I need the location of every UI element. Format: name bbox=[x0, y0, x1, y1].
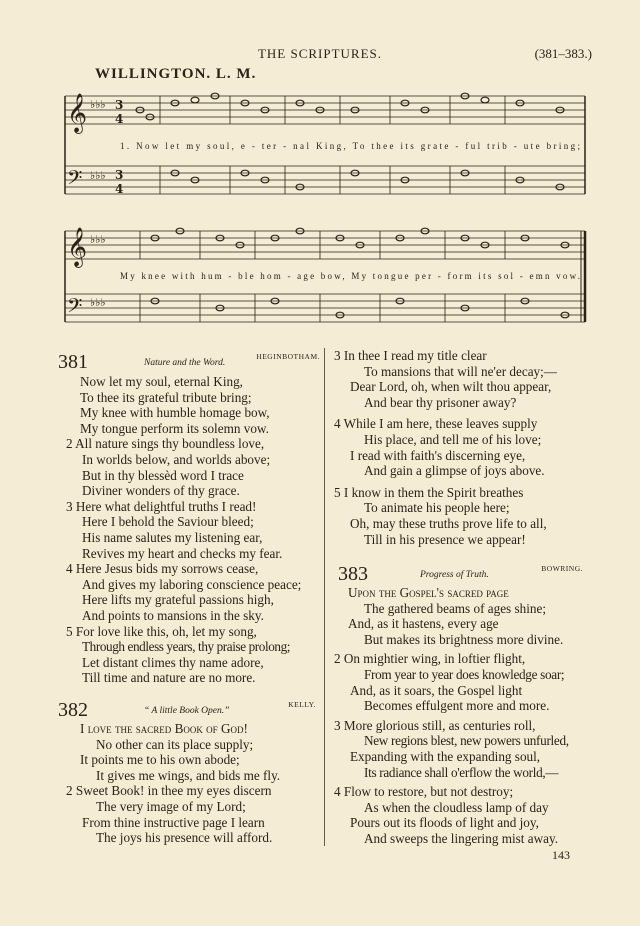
verse-line: 3 More glorious still, as centuries roll, bbox=[334, 717, 536, 733]
verse-line: But makes its brightness more divine. bbox=[364, 631, 564, 647]
svg-text:3: 3 bbox=[115, 98, 124, 112]
verse-line: Expanding with the expanding soul, bbox=[350, 748, 541, 764]
treble-clef-icon: 𝄞 bbox=[67, 227, 88, 267]
verse-line: My knee with humble homage bow, bbox=[80, 405, 270, 421]
verse-line: I read with faith's discerning eye, bbox=[350, 447, 526, 463]
verse-line: And, as it hastens, every age bbox=[348, 616, 499, 632]
verse-line: Till in his presence we appear! bbox=[364, 531, 526, 547]
svg-text:4: 4 bbox=[115, 182, 124, 196]
verse-line: Dear Lord, oh, when wilt thou appear, bbox=[350, 379, 552, 395]
hymn-subtitle: Nature and the Word. bbox=[144, 358, 226, 368]
hymn-subtitle: Progress of Truth. bbox=[420, 570, 489, 580]
staff-bass-2 bbox=[65, 294, 585, 322]
verse-line: And gain a glimpse of joys above. bbox=[364, 463, 545, 479]
hymn-382-heading bbox=[58, 700, 320, 721]
verse-line: 4 While I am here, these leaves supply bbox=[334, 416, 538, 432]
hymn-383-heading bbox=[338, 564, 583, 585]
bass-clef-icon: 𝄢 bbox=[67, 294, 83, 322]
verse-line: 3 Here what delightful truths I read! bbox=[66, 498, 257, 514]
verse-line: His name salutes my listening ear, bbox=[82, 529, 263, 545]
verse-line: 5 I know in them the Spirit breathes bbox=[334, 484, 524, 500]
verse-line: Diviner wonders of thy grace. bbox=[82, 483, 240, 499]
svg-text:♭♭♭: ♭♭♭ bbox=[90, 296, 106, 309]
running-header: THE SCRIPTURES. bbox=[257, 46, 383, 61]
verse-line: No other can its place supply; bbox=[96, 736, 254, 752]
verse-line: Revives my heart and checks my fear. bbox=[82, 545, 283, 561]
verse-line: Through endless years, thy praise prolong; bbox=[82, 639, 291, 655]
tune-name: WILLINGTON. L. M. bbox=[95, 66, 257, 82]
verse-line: Becomes effulgent more and more. bbox=[364, 698, 550, 714]
verse-line: Let distant climes thy name adore, bbox=[82, 654, 264, 670]
verse-line: Its radiance shall o'erflow the world,— bbox=[364, 764, 559, 780]
verse-line: As when the cloudless lamp of day bbox=[364, 799, 549, 815]
verse-line: 4 Here Jesus bids my sorrows cease, bbox=[66, 561, 259, 577]
verse-line: And bear thy prisoner away? bbox=[364, 394, 517, 410]
verse-line: The joys his presence will afford. bbox=[96, 830, 273, 846]
verse-line: Here I behold the Saviour bleed; bbox=[82, 514, 254, 530]
verse-line: And, as it soars, the Gospel light bbox=[350, 682, 523, 698]
verse-line: His place, and tell me of his love; bbox=[364, 431, 542, 447]
lyrics-line-2: My knee with hum - ble hom - age bow, My tongue per - form its sol - emn vow. bbox=[120, 271, 581, 281]
verse-line: 2 Sweet Book! in thee my eyes discern bbox=[66, 783, 272, 799]
verse-line: The gathered beams of ages shine; bbox=[364, 600, 546, 616]
svg-text:♭♭♭: ♭♭♭ bbox=[90, 98, 106, 111]
verse-line: I love the sacred Book of God! bbox=[80, 721, 248, 736]
hymn-381-text bbox=[58, 374, 326, 686]
verse-line: Till time and nature are no more. bbox=[82, 670, 256, 686]
verse-line: And gives my laboring conscience peace; bbox=[82, 576, 302, 592]
hymn-subtitle: “ A little Book Open.” bbox=[144, 706, 230, 716]
verse-line: 5 For love like this, oh, let my song, bbox=[66, 623, 257, 639]
staff-treble-2 bbox=[65, 231, 585, 259]
svg-text:♭♭♭: ♭♭♭ bbox=[90, 169, 106, 182]
svg-text:♭♭♭: ♭♭♭ bbox=[90, 233, 106, 246]
staff-treble-1 bbox=[65, 96, 585, 124]
verse-line: My tongue perform its solemn vow. bbox=[80, 420, 269, 436]
staff-bass-1 bbox=[65, 166, 585, 194]
hymn-383-text bbox=[326, 585, 626, 847]
verse-line: Here lifts my grateful passions high, bbox=[82, 592, 274, 608]
svg-text:3: 3 bbox=[115, 168, 124, 182]
hymn-author: KELLY. bbox=[288, 700, 316, 709]
verse-line: 2 All nature sings thy boundless love, bbox=[66, 436, 265, 452]
verse-line: Oh, may these truths prove life to all, bbox=[350, 515, 547, 531]
verse-line: It points me to his own abode; bbox=[80, 752, 240, 768]
verse-line: And points to mansions in the sky. bbox=[82, 607, 264, 623]
music-score bbox=[60, 86, 590, 336]
verse-line: Now let my soul, eternal King, bbox=[80, 374, 243, 389]
hymn-number: 381 bbox=[58, 351, 88, 373]
hymn-author: BOWRING. bbox=[541, 564, 583, 573]
verse-line: It gives me wings, and bids me fly. bbox=[96, 767, 281, 783]
verse-line: The very image of my Lord; bbox=[96, 798, 246, 814]
verse-line: And sweeps the lingering mist away. bbox=[364, 830, 558, 846]
verse-line: From thine instructive page I learn bbox=[82, 814, 265, 830]
verse-line: From year to year does knowledge soar; bbox=[364, 666, 565, 682]
verse-line: 3 In thee I read my title clear bbox=[334, 348, 487, 363]
bass-clef-icon: 𝄢 bbox=[67, 166, 83, 194]
hymn-382-text-b bbox=[326, 348, 626, 547]
verse-line: 2 On mightier wing, in loftier flight, bbox=[334, 651, 526, 667]
hymn-381-heading bbox=[58, 352, 320, 373]
verse-line: 4 Flow to restore, but not destroy; bbox=[334, 784, 514, 800]
verse-line: To mansions that will ne'er decay;— bbox=[364, 363, 557, 379]
page-number: 143 bbox=[552, 848, 570, 862]
treble-clef-icon: 𝄞 bbox=[67, 93, 88, 133]
svg-text:4: 4 bbox=[115, 112, 124, 126]
hymn-number: 382 bbox=[58, 699, 88, 721]
verse-line: But in thy blessèd word I trace bbox=[82, 467, 244, 483]
hymn-number: 383 bbox=[338, 563, 368, 585]
verse-line: To animate his people here; bbox=[364, 500, 510, 516]
verse-line: To thee its grateful tribute bring; bbox=[80, 389, 252, 405]
verse-line: Pours out its floods of light and joy, bbox=[350, 815, 539, 831]
verse-line: In worlds below, and worlds above; bbox=[82, 451, 271, 467]
hymn-author: HEGINBOTHAM. bbox=[256, 352, 320, 361]
hymn-382-text-a bbox=[58, 721, 326, 846]
hymn-range: (381–383.) bbox=[534, 46, 592, 61]
verse-line: Upon the Gospel's sacred page bbox=[348, 585, 509, 600]
verse-line: New regions blest, new powers unfurled, bbox=[364, 733, 569, 749]
lyrics-line-1: 1. Now let my soul, e - ter - nal King, To thee its grate - ful trib - ute bring; bbox=[120, 141, 580, 151]
